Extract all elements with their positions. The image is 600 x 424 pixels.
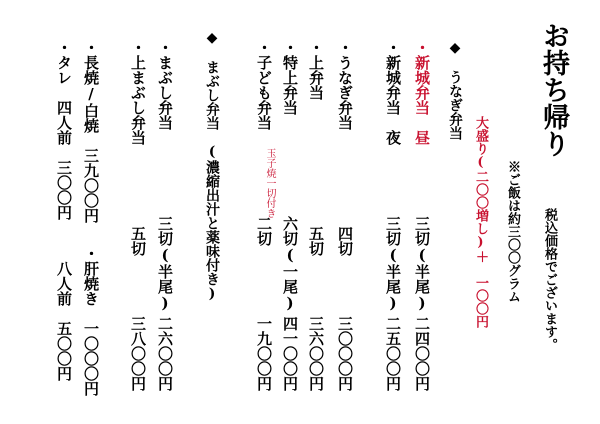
- item-cut: 五切: [307, 226, 325, 256]
- item-cut: 三切(半尾): [384, 216, 402, 312]
- item-name: ・うなぎ弁当: [336, 40, 354, 130]
- large-portion-note: 大盛り(二〇〇増し)＋ 一〇〇円: [473, 116, 488, 328]
- item-price: ・肝焼き 一〇〇〇円: [82, 246, 100, 396]
- item-cut: 二切: [255, 216, 273, 246]
- item-name: ・新城弁当 昼: [413, 40, 431, 145]
- item-cut: 三切(半尾): [156, 216, 174, 312]
- item-price: 二四〇〇円: [413, 316, 431, 391]
- item-name: ・特上弁当: [281, 40, 299, 115]
- item-name: ・長焼/白焼 三九〇〇円: [82, 40, 100, 223]
- item-note: 玉子焼一切付き: [264, 148, 275, 218]
- item-price: 二六〇〇円: [156, 316, 174, 391]
- item-cut: 六切(一尾): [281, 216, 299, 312]
- item-cut: 三切(半尾): [413, 216, 431, 312]
- item-price: 三〇〇〇円: [336, 316, 354, 391]
- rice-note: ※ご飯は約三〇〇グラム: [505, 160, 520, 303]
- mabushi-heading: ◆ まぶし弁当 (濃縮出汁と薬味付き): [204, 30, 220, 302]
- tax-note: 税込価格でございます。: [542, 208, 557, 351]
- item-name: ・新城弁当 夜: [384, 40, 402, 145]
- unagi-heading: ◆ うなぎ弁当: [447, 40, 463, 140]
- item-price: 四一〇〇円: [281, 316, 299, 391]
- item-price: 八人前 五〇〇円: [55, 261, 73, 381]
- item-price: 二五〇〇円: [384, 316, 402, 391]
- item-price: 一九〇〇円: [255, 316, 273, 391]
- item-price: 三八〇〇円: [129, 316, 147, 391]
- page-title: お持ち帰り: [538, 22, 569, 157]
- item-name: ・まぶし弁当: [156, 40, 174, 130]
- item-name: ・子ども弁当: [255, 40, 273, 130]
- item-name: ・上まぶし弁当: [129, 40, 147, 145]
- item-cut: 五切: [129, 226, 147, 256]
- item-name: ・上弁当: [307, 40, 325, 100]
- item-cut: 四切: [336, 226, 354, 256]
- item-name: ・タレ 四人前 三〇〇円: [55, 40, 73, 220]
- item-price: 三六〇〇円: [307, 316, 325, 391]
